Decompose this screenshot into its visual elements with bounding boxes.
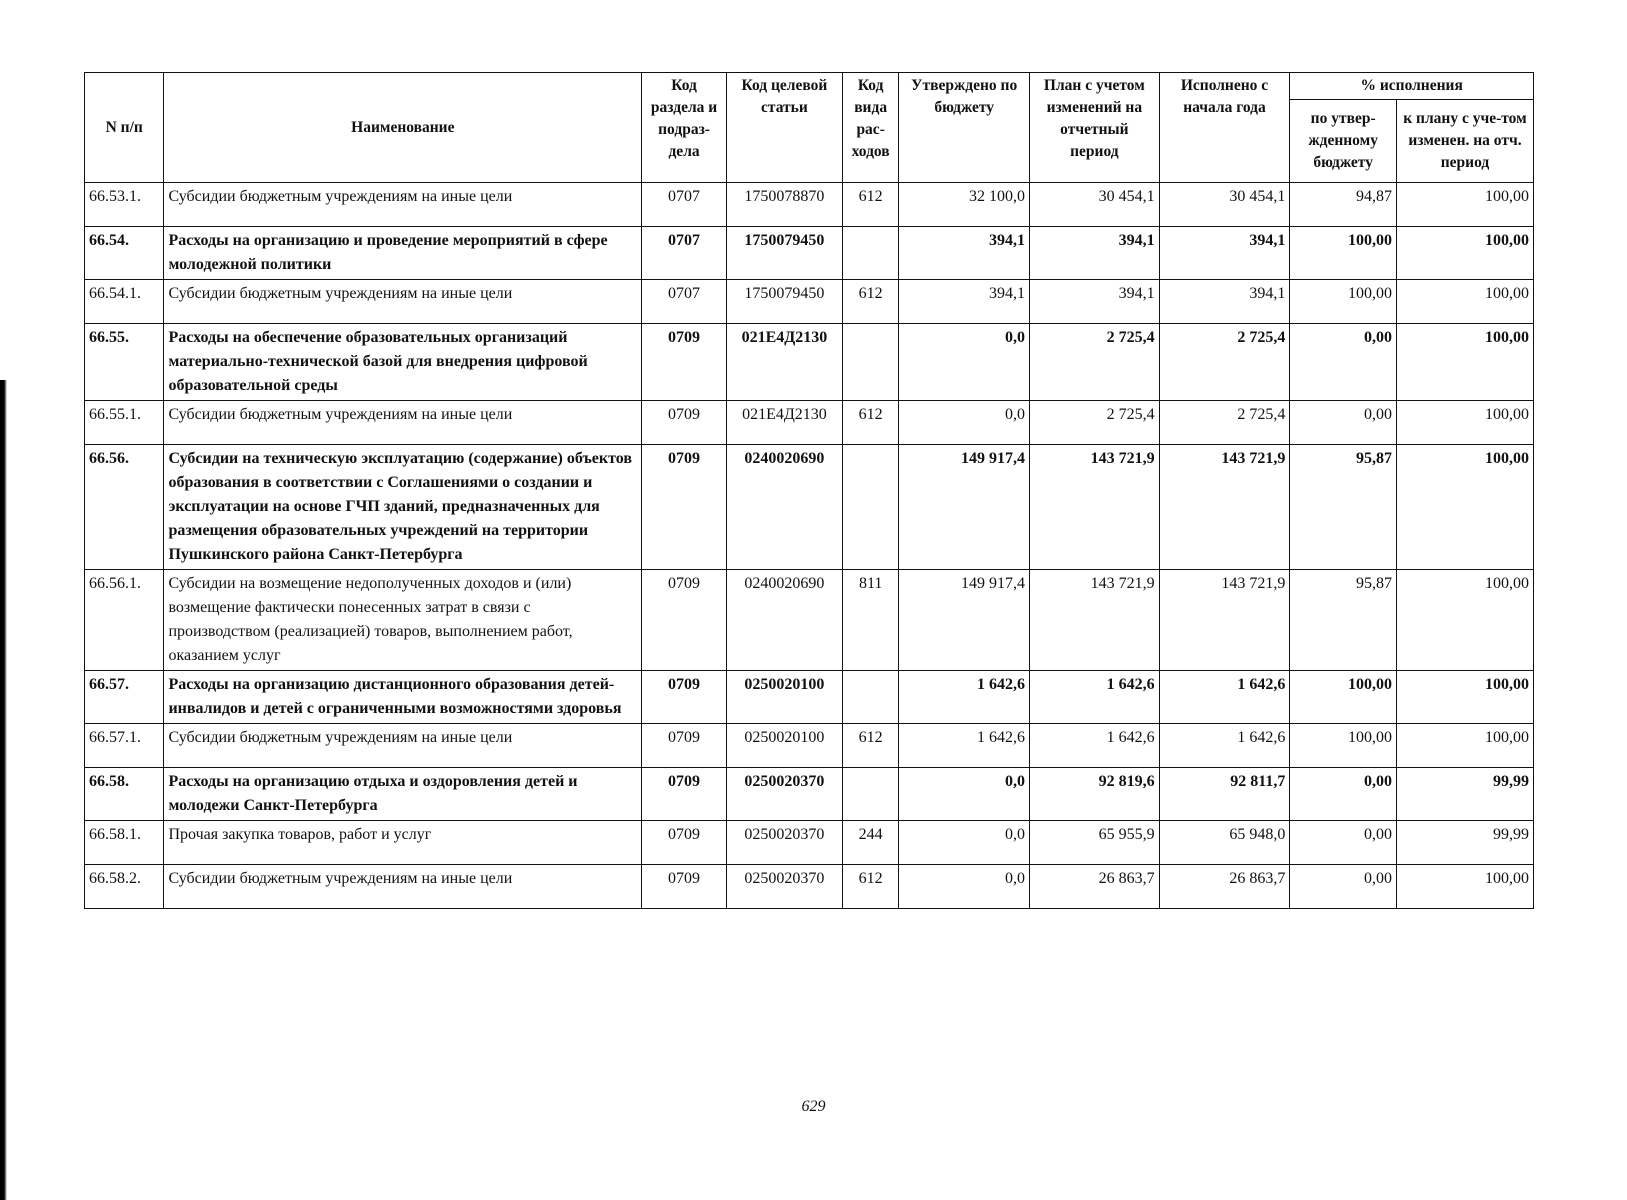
row-target-code-cell: 0250020370 [726,768,842,821]
row-approved-cell: 149 917,4 [899,570,1030,671]
row-name-cell: Субсидии бюджетным учреждениям на иные цели [164,401,642,445]
row-section-code-cell: 0709 [642,324,727,401]
row-expense-code-cell: 612 [842,865,898,909]
row-executed-cell: 394,1 [1159,227,1290,280]
row-section-code-cell: 0709 [642,401,727,445]
row-executed-cell: 2 725,4 [1159,401,1290,445]
row-num-cell: 66.53.1. [85,183,164,227]
header-target-code: Код целевой статьи [726,73,842,183]
row-approved-cell: 0,0 [899,401,1030,445]
row-target-code-cell: 1750078870 [726,183,842,227]
table-row [85,768,1534,821]
row-target-code-cell: 0240020690 [726,445,842,570]
row-section-code-cell: 0709 [642,724,727,768]
row-section-code-cell: 0709 [642,445,727,570]
row-section-code-cell: 0709 [642,570,727,671]
table-row [85,183,1534,227]
row-name-cell: Субсидии бюджетным учреждениям на иные цели [164,865,642,909]
row-plan-cell: 143 721,9 [1030,445,1160,570]
row-pct-plan-cell: 100,00 [1396,445,1533,570]
row-num-cell: 66.58.1. [85,821,164,865]
row-name-cell: Субсидии бюджетным учреждениям на иные цели [164,280,642,324]
header-approved: Утверждено по бюджету [899,73,1030,183]
table-header [85,73,1534,183]
row-plan-cell: 1 642,6 [1030,671,1160,724]
row-target-code-cell: 1750079450 [726,227,842,280]
row-target-code-cell: 021Е4Д2130 [726,324,842,401]
row-pct-budget-cell: 100,00 [1290,280,1397,324]
row-name-cell: Расходы на обеспечение образовательных организаций материально-технической базой для внедрения цифровой образовательной среды [164,324,642,401]
row-expense-code-cell [842,445,898,570]
row-pct-plan-cell: 99,99 [1396,821,1533,865]
row-num-cell: 66.55. [85,324,164,401]
header-section-code: Код раздела и подраз-дела [642,73,727,183]
row-plan-cell: 1 642,6 [1030,724,1160,768]
row-pct-plan-cell: 100,00 [1396,183,1533,227]
row-pct-budget-cell: 0,00 [1290,401,1397,445]
row-approved-cell: 0,0 [899,324,1030,401]
row-name-cell: Субсидии на возмещение недополученных доходов и (или) возмещение фактически понесенных затрат в связи с производством (реализацией) товаров, выполнением работ, оказанием услуг [164,570,642,671]
table-row [85,821,1534,865]
row-num-cell: 66.54. [85,227,164,280]
table-row [85,401,1534,445]
row-target-code-cell: 1750079450 [726,280,842,324]
row-approved-cell: 0,0 [899,821,1030,865]
row-expense-code-cell: 244 [842,821,898,865]
row-pct-plan-cell: 100,00 [1396,324,1533,401]
row-num-cell: 66.54.1. [85,280,164,324]
header-pct-group: % исполнения [1290,73,1534,100]
row-expense-code-cell: 612 [842,183,898,227]
row-pct-plan-cell: 100,00 [1396,227,1533,280]
row-executed-cell: 1 642,6 [1159,671,1290,724]
row-executed-cell: 143 721,9 [1159,445,1290,570]
row-pct-plan-cell: 99,99 [1396,768,1533,821]
row-approved-cell: 1 642,6 [899,724,1030,768]
header-plan: План с учетом изменений на отчетный период [1030,73,1160,183]
row-target-code-cell: 0250020370 [726,821,842,865]
table-row [85,445,1534,570]
row-plan-cell: 2 725,4 [1030,401,1160,445]
row-pct-plan-cell: 100,00 [1396,865,1533,909]
row-executed-cell: 1 642,6 [1159,724,1290,768]
header-executed: Исполнено с начала года [1159,73,1290,183]
row-executed-cell: 2 725,4 [1159,324,1290,401]
row-section-code-cell: 0707 [642,227,727,280]
row-section-code-cell: 0707 [642,183,727,227]
row-approved-cell: 32 100,0 [899,183,1030,227]
row-pct-budget-cell: 0,00 [1290,324,1397,401]
row-expense-code-cell: 612 [842,401,898,445]
row-target-code-cell: 021Е4Д2130 [726,401,842,445]
row-name-cell: Субсидии на техническую эксплуатацию (содержание) объектов образования в соответствии с Соглашениями о создании и эксплуатации на основе ГЧП зданий, предназначенных для размещения образовательных учреждений на территории Пушкинского района Санкт-Петербурга [164,445,642,570]
row-section-code-cell: 0709 [642,821,727,865]
header-pct-plan: к плану с уче-том изменен. на отч. период [1396,100,1533,183]
row-name-cell: Расходы на организацию и проведение мероприятий в сфере молодежной политики [164,227,642,280]
row-pct-plan-cell: 100,00 [1396,401,1533,445]
row-plan-cell: 92 819,6 [1030,768,1160,821]
row-expense-code-cell [842,227,898,280]
row-section-code-cell: 0709 [642,671,727,724]
row-pct-budget-cell: 0,00 [1290,821,1397,865]
table-body [85,183,1534,909]
row-plan-cell: 26 863,7 [1030,865,1160,909]
row-executed-cell: 30 454,1 [1159,183,1290,227]
row-approved-cell: 149 917,4 [899,445,1030,570]
row-executed-cell: 92 811,7 [1159,768,1290,821]
table-row [85,570,1534,671]
row-target-code-cell: 0250020370 [726,865,842,909]
row-num-cell: 66.55.1. [85,401,164,445]
row-expense-code-cell [842,324,898,401]
row-plan-cell: 143 721,9 [1030,570,1160,671]
row-section-code-cell: 0709 [642,865,727,909]
row-pct-budget-cell: 100,00 [1290,227,1397,280]
row-pct-plan-cell: 100,00 [1396,671,1533,724]
budget-execution-table [84,72,1534,909]
row-approved-cell: 0,0 [899,865,1030,909]
row-plan-cell: 394,1 [1030,227,1160,280]
table-row [85,280,1534,324]
row-executed-cell: 394,1 [1159,280,1290,324]
row-pct-budget-cell: 0,00 [1290,865,1397,909]
row-approved-cell: 0,0 [899,768,1030,821]
row-num-cell: 66.56. [85,445,164,570]
header-num: N п/п [85,73,164,183]
row-num-cell: 66.58.2. [85,865,164,909]
table-row [85,865,1534,909]
row-plan-cell: 30 454,1 [1030,183,1160,227]
row-plan-cell: 2 725,4 [1030,324,1160,401]
row-name-cell: Субсидии бюджетным учреждениям на иные цели [164,724,642,768]
row-num-cell: 66.57.1. [85,724,164,768]
row-expense-code-cell: 612 [842,280,898,324]
table-row [85,324,1534,401]
row-name-cell: Прочая закупка товаров, работ и услуг [164,821,642,865]
table-row [85,227,1534,280]
row-num-cell: 66.58. [85,768,164,821]
row-target-code-cell: 0250020100 [726,724,842,768]
row-expense-code-cell: 612 [842,724,898,768]
scan-edge-shadow [0,380,7,1200]
row-approved-cell: 394,1 [899,280,1030,324]
row-approved-cell: 394,1 [899,227,1030,280]
row-pct-budget-cell: 95,87 [1290,570,1397,671]
row-target-code-cell: 0240020690 [726,570,842,671]
table-row [85,724,1534,768]
row-section-code-cell: 0707 [642,280,727,324]
row-pct-budget-cell: 100,00 [1290,724,1397,768]
row-pct-plan-cell: 100,00 [1396,724,1533,768]
row-num-cell: 66.57. [85,671,164,724]
row-pct-plan-cell: 100,00 [1396,570,1533,671]
row-pct-budget-cell: 94,87 [1290,183,1397,227]
row-section-code-cell: 0709 [642,768,727,821]
header-pct-budget: по утвер-жденному бюджету [1290,100,1397,183]
row-name-cell: Расходы на организацию отдыха и оздоровления детей и молодежи Санкт-Петербурга [164,768,642,821]
table-row [85,671,1534,724]
row-expense-code-cell [842,768,898,821]
row-num-cell: 66.56.1. [85,570,164,671]
row-pct-budget-cell: 100,00 [1290,671,1397,724]
row-expense-code-cell: 811 [842,570,898,671]
row-plan-cell: 65 955,9 [1030,821,1160,865]
row-target-code-cell: 0250020100 [726,671,842,724]
row-executed-cell: 26 863,7 [1159,865,1290,909]
row-expense-code-cell [842,671,898,724]
row-plan-cell: 394,1 [1030,280,1160,324]
row-pct-budget-cell: 95,87 [1290,445,1397,570]
header-name: Наименование [164,73,642,183]
row-name-cell: Субсидии бюджетным учреждениям на иные цели [164,183,642,227]
row-pct-plan-cell: 100,00 [1396,280,1533,324]
row-approved-cell: 1 642,6 [899,671,1030,724]
row-executed-cell: 65 948,0 [1159,821,1290,865]
row-pct-budget-cell: 0,00 [1290,768,1397,821]
page-number: 629 [801,1098,826,1115]
header-expense-code: Код вида рас-ходов [842,73,898,183]
row-name-cell: Расходы на организацию дистанционного образования детей-инвалидов и детей с ограниченными возможностями здоровья [164,671,642,724]
row-executed-cell: 143 721,9 [1159,570,1290,671]
